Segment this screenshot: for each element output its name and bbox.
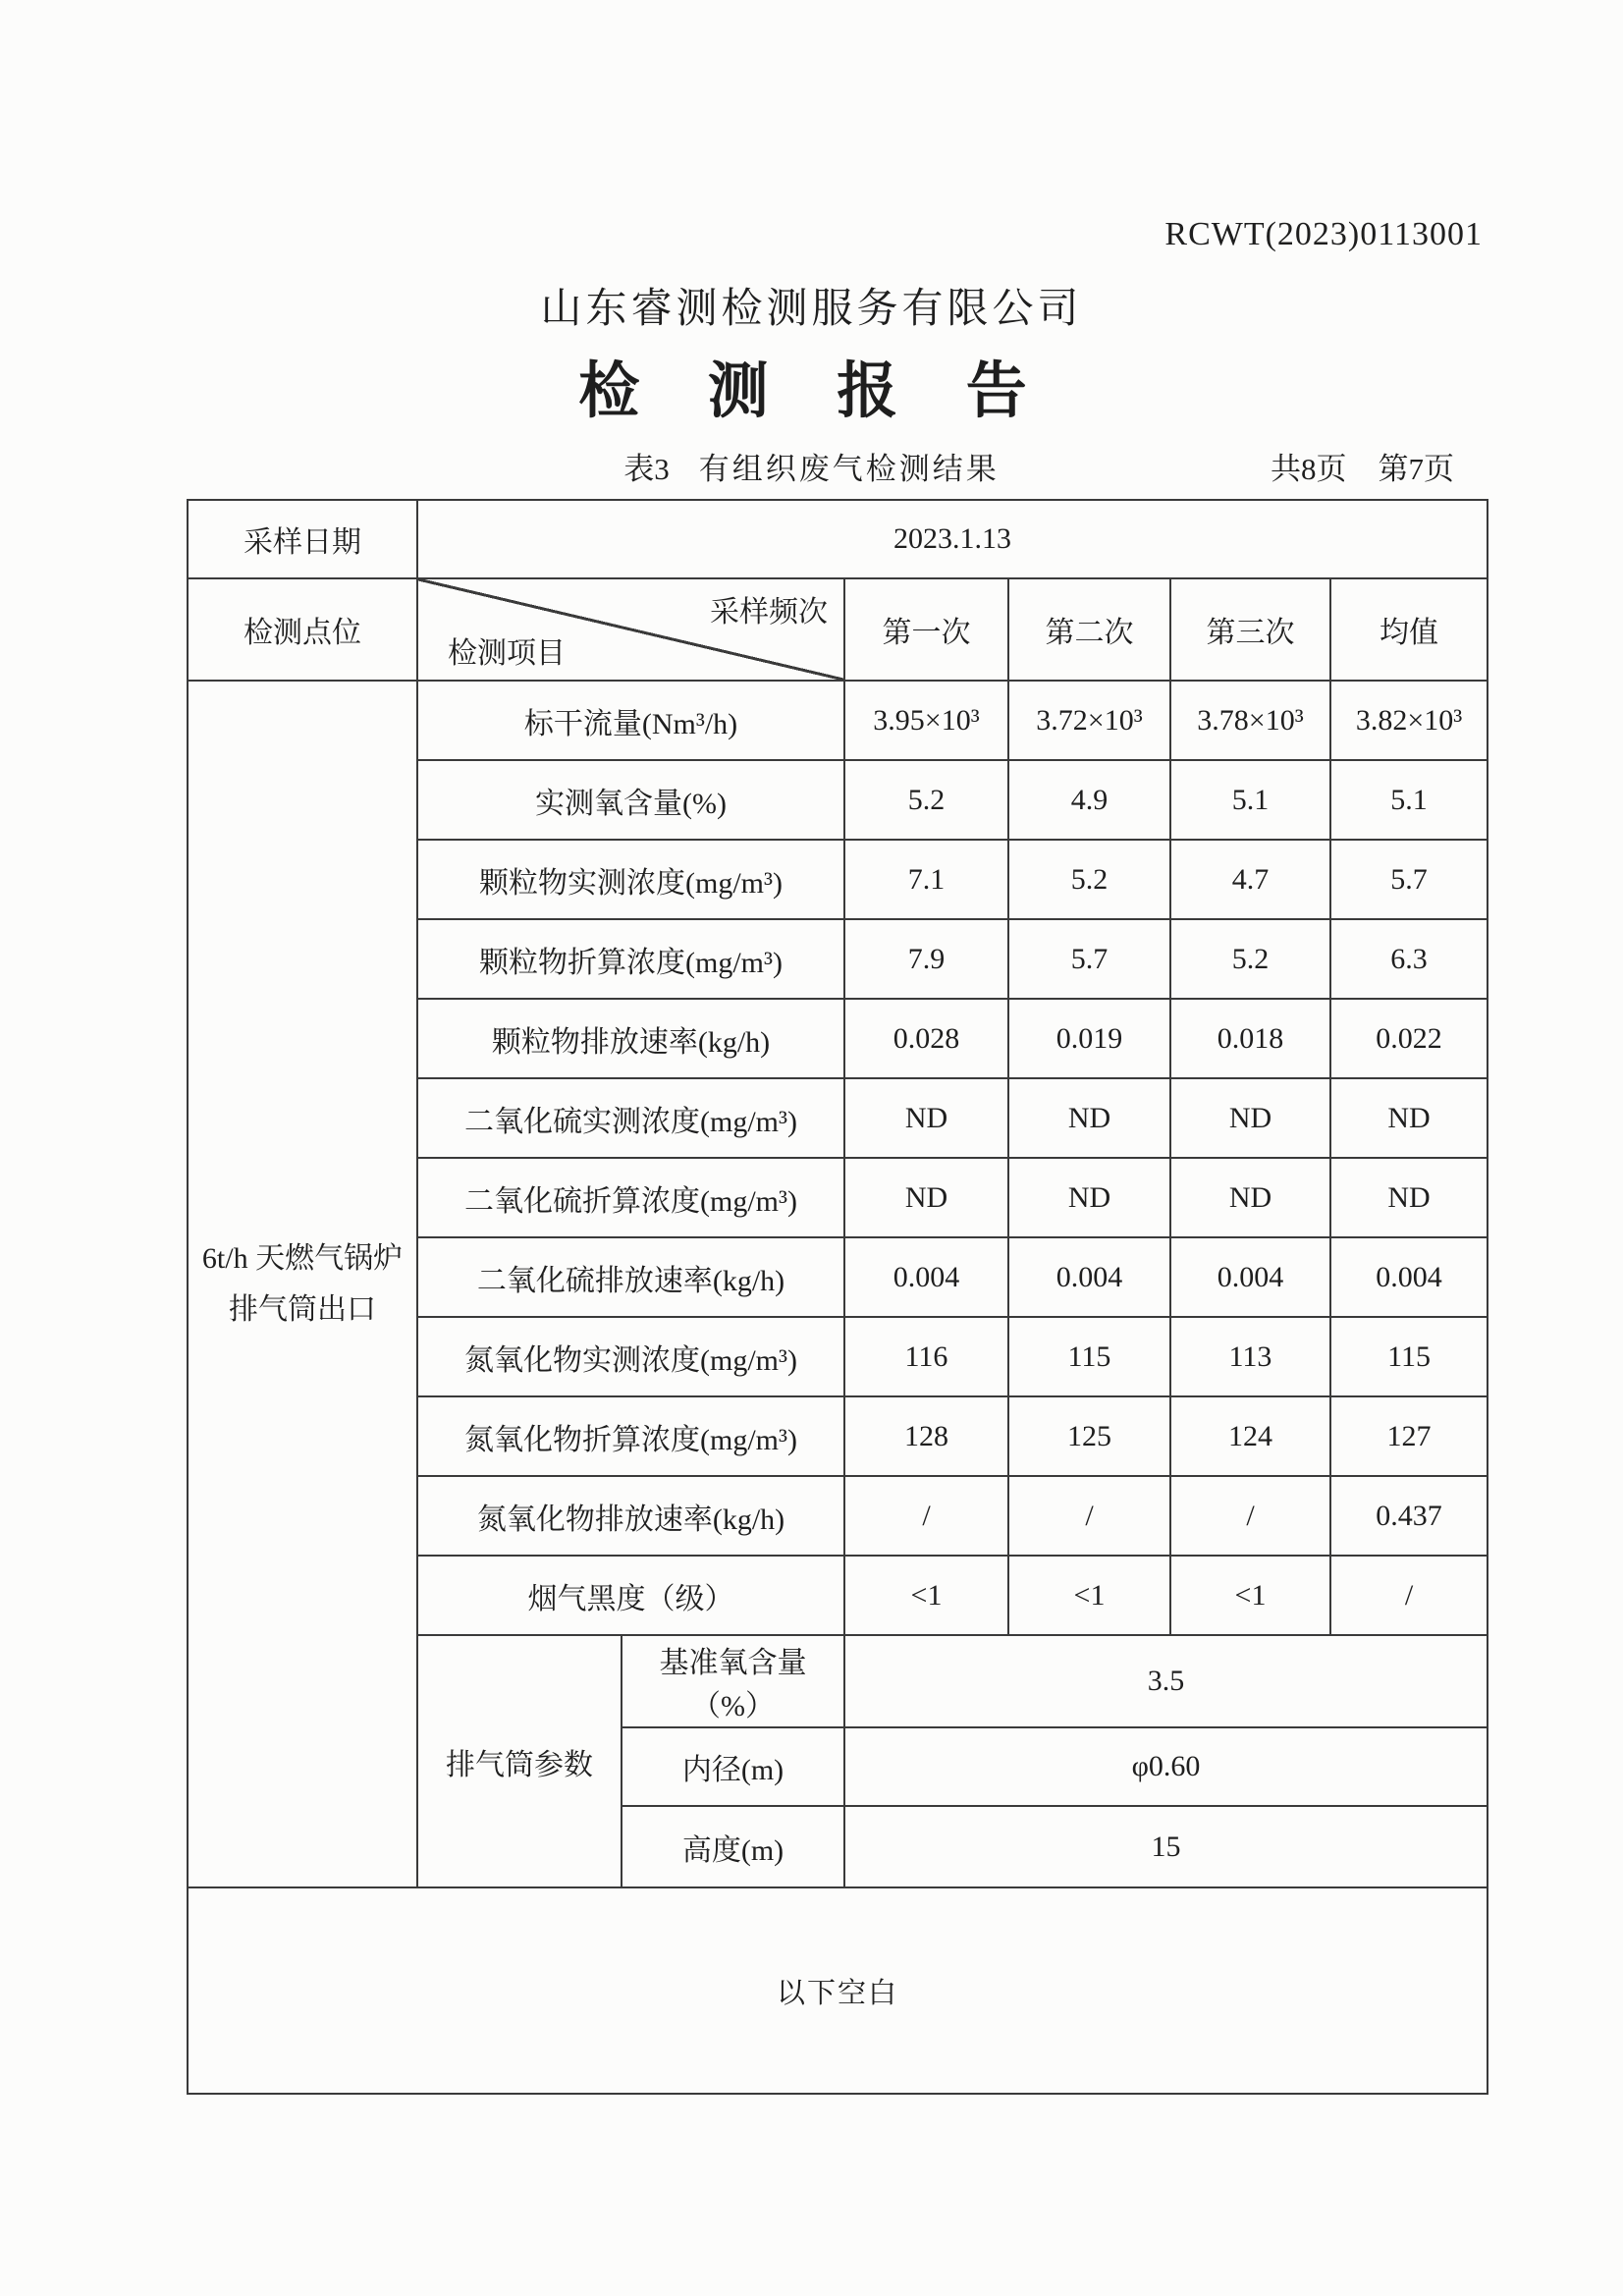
value-cell: 0.019 [1008,999,1170,1078]
value-cell: 5.1 [1170,760,1330,840]
value-cell: 115 [1330,1317,1488,1396]
value-cell: 5.7 [1008,919,1170,999]
item-label: 二氧化硫排放速率(kg/h) [417,1237,844,1317]
sampling-date-value: 2023.1.13 [417,500,1488,578]
value-cell: / [1330,1556,1488,1635]
value-cell: 124 [1170,1396,1330,1476]
value-cell: ND [1330,1078,1488,1158]
sampling-date-row [188,500,1488,578]
item-label: 二氧化硫折算浓度(mg/m³) [417,1158,844,1237]
param-name: 基准氧含量（%） [622,1635,844,1727]
value-cell: 113 [1170,1317,1330,1396]
monitoring-point-cell [188,681,417,1887]
value-cell: / [1008,1476,1170,1556]
value-cell: 0.004 [844,1237,1008,1317]
value-cell: ND [1170,1158,1330,1237]
value-cell: 0.004 [1170,1237,1330,1317]
freq-header-1: 第一次 [844,578,1008,681]
param-name: 高度(m) [622,1806,844,1887]
value-cell: 5.2 [1008,840,1170,919]
value-cell: 0.004 [1008,1237,1170,1317]
param-name: 内径(m) [622,1727,844,1806]
value-cell: 3.72×10³ [1008,681,1170,760]
param-value: φ0.60 [844,1727,1488,1806]
item-label: 颗粒物实测浓度(mg/m³) [417,840,844,919]
value-cell: ND [844,1158,1008,1237]
value-cell: 5.7 [1330,840,1488,919]
header-row [188,578,1488,681]
point-label: 检测点位 [188,578,417,681]
table-caption-row [0,444,1623,488]
value-cell: 115 [1008,1317,1170,1396]
param-value: 15 [844,1806,1488,1887]
value-cell: / [844,1476,1008,1556]
value-cell: 5.1 [1330,760,1488,840]
sampling-date-label: 采样日期 [188,500,417,578]
param-value: 3.5 [844,1635,1488,1727]
page-current: 第7页 [1378,452,1454,486]
pages-total: 共8页 [1271,452,1347,486]
table-row [188,681,1488,760]
table-title: 有组织废气检测结果 [698,452,1000,486]
item-label: 标干流量(Nm³/h) [417,681,844,760]
value-cell: 5.2 [844,760,1008,840]
value-cell: 3.82×10³ [1330,681,1488,760]
pagination [1271,444,1454,488]
results-table [187,499,1488,2095]
item-label: 氮氧化物折算浓度(mg/m³) [417,1396,844,1476]
value-cell: 0.437 [1330,1476,1488,1556]
freq-header-2: 第二次 [1008,578,1170,681]
footer-row [188,1887,1488,2094]
value-cell: 6.3 [1330,919,1488,999]
value-cell: <1 [1170,1556,1330,1635]
value-cell: ND [1330,1158,1488,1237]
freq-header-avg: 均值 [1330,578,1488,681]
item-label: 颗粒物折算浓度(mg/m³) [417,919,844,999]
point-name-line2: 排气筒出口 [229,1292,376,1326]
value-cell: 4.7 [1170,840,1330,919]
value-cell: 127 [1330,1396,1488,1476]
freq-header-3: 第三次 [1170,578,1330,681]
value-cell: 0.018 [1170,999,1330,1078]
value-cell: 3.95×10³ [844,681,1008,760]
item-label: 颗粒物排放速率(kg/h) [417,999,844,1078]
diagonal-bottom-left-label: 检测项目 [448,637,566,670]
value-cell: ND [1008,1158,1170,1237]
value-cell: 3.78×10³ [1170,681,1330,760]
value-cell: 116 [844,1317,1008,1396]
value-cell: 7.1 [844,840,1008,919]
value-cell: 0.022 [1330,999,1488,1078]
value-cell: 7.9 [844,919,1008,999]
diagonal-top-right-label: 采样频次 [710,596,828,629]
item-label: 氮氧化物排放速率(kg/h) [417,1476,844,1556]
table-label: 表3 [623,452,670,486]
value-cell: 0.004 [1330,1237,1488,1317]
value-cell: / [1170,1476,1330,1556]
page-title: 检 测 报 告 [578,358,1045,425]
value-cell: ND [1170,1078,1330,1158]
value-cell: 5.2 [1170,919,1330,999]
point-name-line1: 6t/h 天燃气锅炉 [201,1241,404,1275]
blank-below-note: 以下空白 [188,1887,1488,2094]
value-cell: 0.028 [844,999,1008,1078]
diagonal-header-cell [417,578,844,681]
stack-params-label: 排气筒参数 [417,1635,622,1887]
item-label: 氮氧化物实测浓度(mg/m³) [417,1317,844,1396]
value-cell: ND [844,1078,1008,1158]
value-cell: 125 [1008,1396,1170,1476]
value-cell: <1 [844,1556,1008,1635]
report-number: RCWT(2023)0113001 [1164,216,1483,252]
value-cell: <1 [1008,1556,1170,1635]
value-cell: 4.9 [1008,760,1170,840]
item-label: 二氧化硫实测浓度(mg/m³) [417,1078,844,1158]
company-name: 山东睿测检测服务有限公司 [540,287,1083,332]
value-cell: ND [1008,1078,1170,1158]
value-cell: 128 [844,1396,1008,1476]
item-label: 烟气黑度（级） [417,1556,844,1635]
item-label: 实测氧含量(%) [417,760,844,840]
